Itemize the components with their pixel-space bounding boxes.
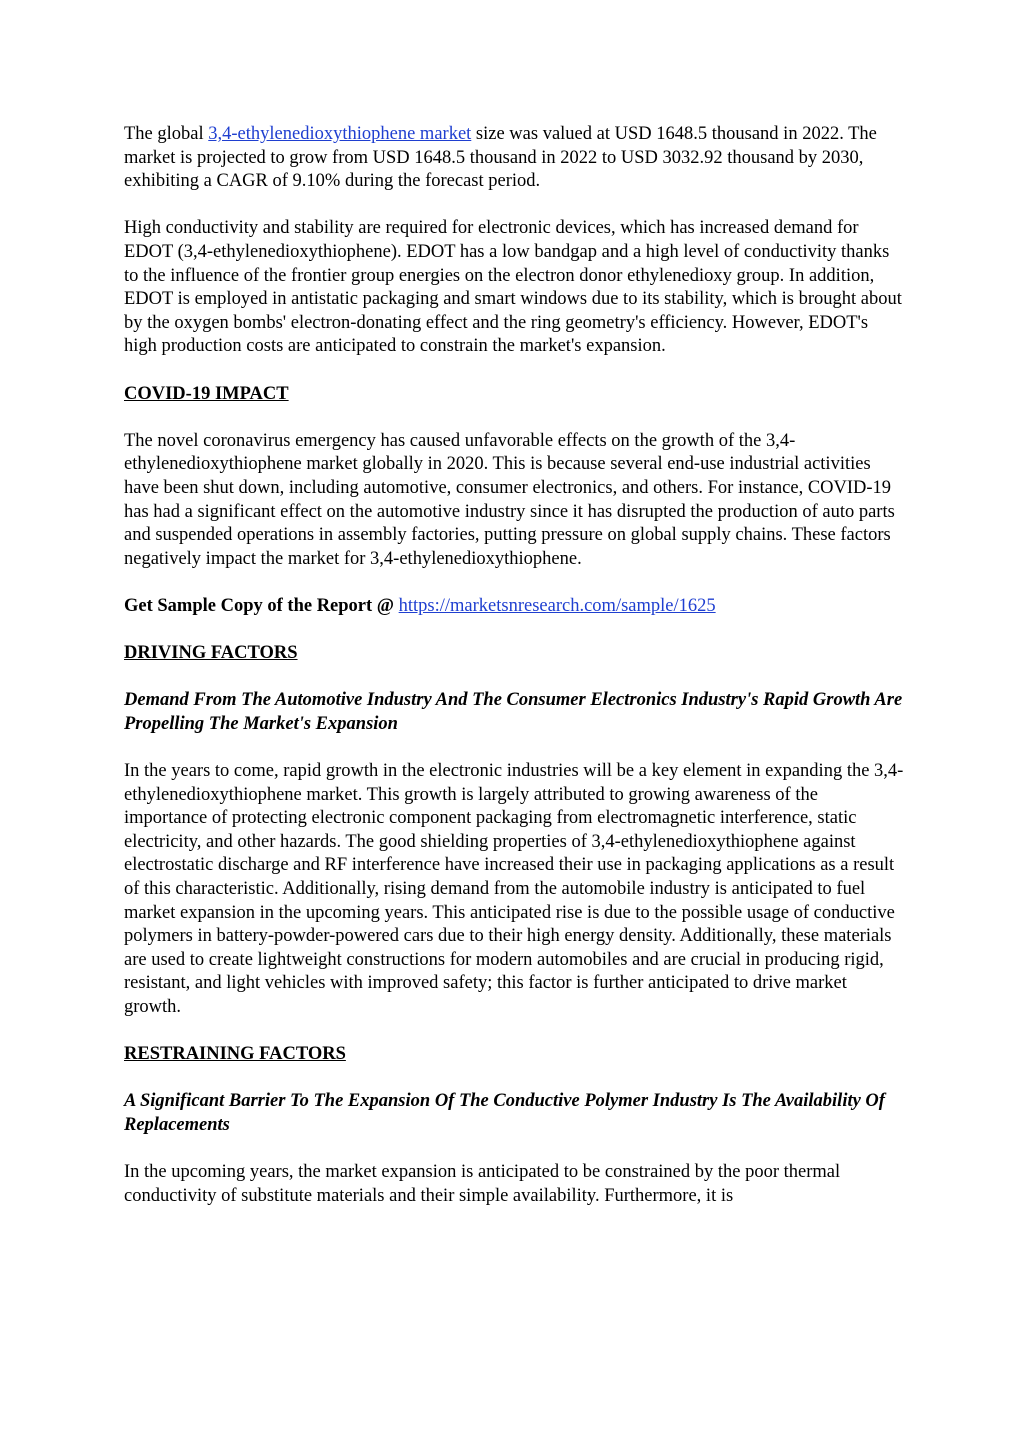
covid-paragraph: The novel coronavirus emergency has caused unfavorable effects on the growth of the 3,4-ethylenedioxythiophene market globally in 2020. This is because several end-use industrial activities have been shut down, including automotive, consumer electronics, and others. For instance, COVID-19 has had a significant effect on the automotive industry since it has disrupted the production of auto parts and suspended operations in assembly factories, putting pressure on global supply chains. These factors negatively impact the market for 3,4-ethylenedioxythiophene. bbox=[124, 430, 895, 569]
intro-text-before: The global bbox=[124, 124, 209, 144]
intro-paragraph bbox=[124, 123, 904, 194]
edot-paragraph: High conductivity and stability are required for electronic devices, which has increased demand for EDOT (3,4-ethylenedioxythiophene). EDOT has a low bandgap and a high level of conductivity thanks to the influence of the frontier group energies on the electron donor ethylenedioxy group. In addition, EDOT is employed in antistatic packaging and smart windows due to its stability, which is brought about by the oxygen bombs' electron-donating effect and the ring geometry's efficiency. However, EDOT's high production costs are anticipated to constrain the market's expansion. bbox=[124, 218, 902, 357]
driving-paragraph: In the years to come, rapid growth in the electronic industries will be a key element in expanding the 3,4-ethylenedioxythiophene market. This growth is largely attributed to growing awareness of the importance of protecting electronic component packaging from electromagnetic interference, static electricity, and other hazards. The good shielding properties of 3,4-ethylenedioxythiophene against electrostatic discharge and RF interference have increased their use in packaging applications as a result of this characteristic. Additionally, rising demand from the automobile industry is anticipated to fuel market expansion in the upcoming years. This anticipated rise is due to the possible usage of conductive polymers in battery-powder-powered cars due to their high energy density. Additionally, these materials are used to create lightweight constructions for modern automobiles and are crucial in producing rigid, resistant, and light vehicles with improved safety; this factor is further anticipated to drive market growth. bbox=[124, 761, 904, 1017]
sample-label: Get Sample Copy of the Report @ bbox=[124, 595, 395, 616]
driving-heading: DRIVING FACTORS bbox=[124, 643, 298, 664]
sample-link[interactable]: https://marketsnresearch.com/sample/1625 bbox=[398, 595, 716, 616]
restraining-heading: RESTRAINING FACTORS bbox=[124, 1044, 346, 1065]
restraining-paragraph: In the upcoming years, the market expansion is anticipated to be constrained by the poor thermal conductivity of substitute materials and their simple availability. Furthermore, it is bbox=[124, 1162, 841, 1206]
covid-heading: COVID-19 IMPACT bbox=[124, 383, 289, 404]
document-body bbox=[124, 123, 904, 1232]
intro-text-after: size was valued at USD 1648.5 thousand in 2022. The market is projected to grow from USD 1648.5 thousand in 2022 to USD 3032.92 thousand by 2030, exhibiting a CAGR of 9.10% during the forecast period. bbox=[124, 124, 877, 192]
restraining-subheading: A Significant Barrier To The Expansion Of The Conductive Polymer Industry Is The Availability Of Replacements bbox=[124, 1091, 885, 1135]
market-link[interactable]: 3,4-ethylenedioxythiophene market bbox=[208, 124, 472, 144]
driving-subheading: Demand From The Automotive Industry And The Consumer Electronics Industry's Rapid Growth Are Propelling The Market's Expansion bbox=[124, 690, 903, 734]
sample-line bbox=[124, 595, 904, 619]
